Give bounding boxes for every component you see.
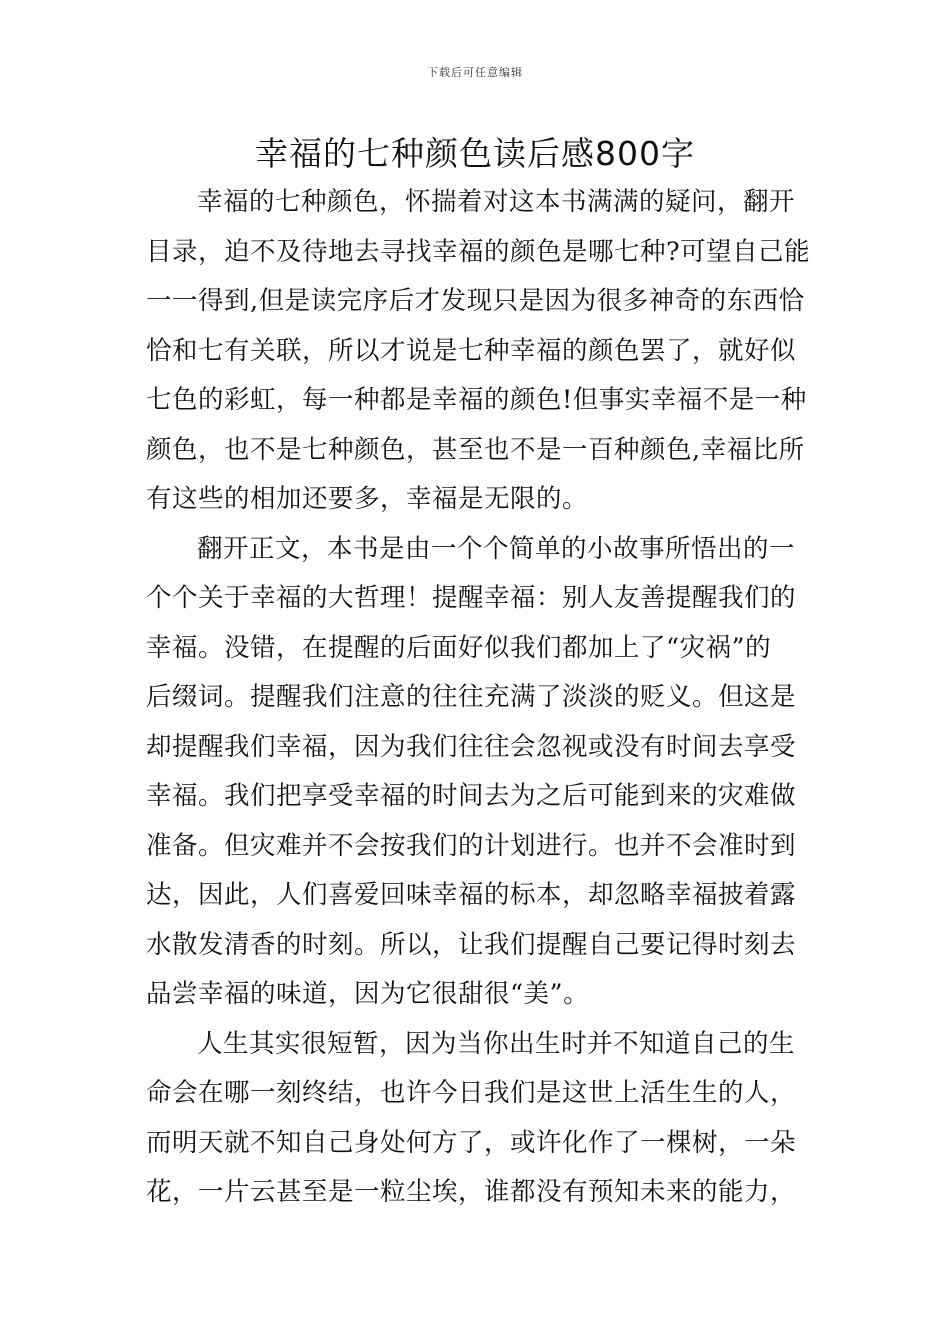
text-line: 颜色，也不是七种颜色，甚至也不是一百种颜色,幸福比所 [146,434,805,465]
text-line: 恰和七有关联，所以才说是七种幸福的颜色罢了，就好似 [146,335,797,366]
text-line: 人生其实很短暂，因为当你出生时并不知道自己的生 [197,1028,796,1059]
text-line: 品尝幸福的味道，因为它很甜很“美”。 [146,979,590,1009]
text-line: 目录，迫不及待地去寻找幸福的颜色是哪七种?可望自己能 [146,236,811,267]
text-line: 翻开正文，本书是由一个个简单的小故事所悟出的一 [197,533,796,564]
text-line: 幸福的七种颜色，怀揣着对这本书满满的疑问，翻开 [197,187,796,217]
text-line: 水散发清香的时刻。所以，让我们提醒自己要记得时刻去 [146,929,797,960]
text-line: 命会在哪一刻终结，也许今日我们是这世上活生生的人， [146,1078,797,1108]
text-line: 个个关于幸福的大哲理！提醒幸福：别人友善提醒我们的 [146,583,797,613]
text-line: 有这些的相加还要多，幸福是无限的。 [146,484,589,514]
text-line: 幸福。没错，在提醒的后面好似我们都加上了“灾祸”的 [146,632,772,663]
text-line: 而明天就不知自己身处何方了，或许化作了一棵树，一朵 [146,1127,797,1158]
paragraph-2 [146,525,808,1020]
document-body [146,178,811,1218]
text-line: 却提醒我们幸福，因为我们往往会忽视或没有时间去享受 [146,731,797,762]
text-line: 准备。但灾难并不会按我们的计划进行。也并不会准时到 [146,830,797,861]
text-line: 一一得到,但是读完序后才发现只是因为很多神奇的东西恰 [146,286,805,316]
text-line: 后缀词。提醒我们注意的往往充满了淡淡的贬义。但这是 [146,682,797,712]
text-line: 达，因此，人们喜爱回味幸福的标本，却忽略幸福披着露 [146,880,797,910]
header-note: 下载后可任意编辑 [427,66,523,79]
paragraph-1 [146,178,811,525]
text-line: 七色的彩虹，每一种都是幸福的颜色!但事实幸福不是一种 [146,385,807,415]
text-line: 幸福。我们把享受幸福的时间去为之后可能到来的灾难做 [146,781,797,811]
text-line: 花，一片云甚至是一粒尘埃，谁都没有预知未来的能力， [146,1177,797,1207]
document-title: 幸福的七种颜色读后感800字 [255,134,695,173]
paragraph-3 [146,1020,808,1218]
